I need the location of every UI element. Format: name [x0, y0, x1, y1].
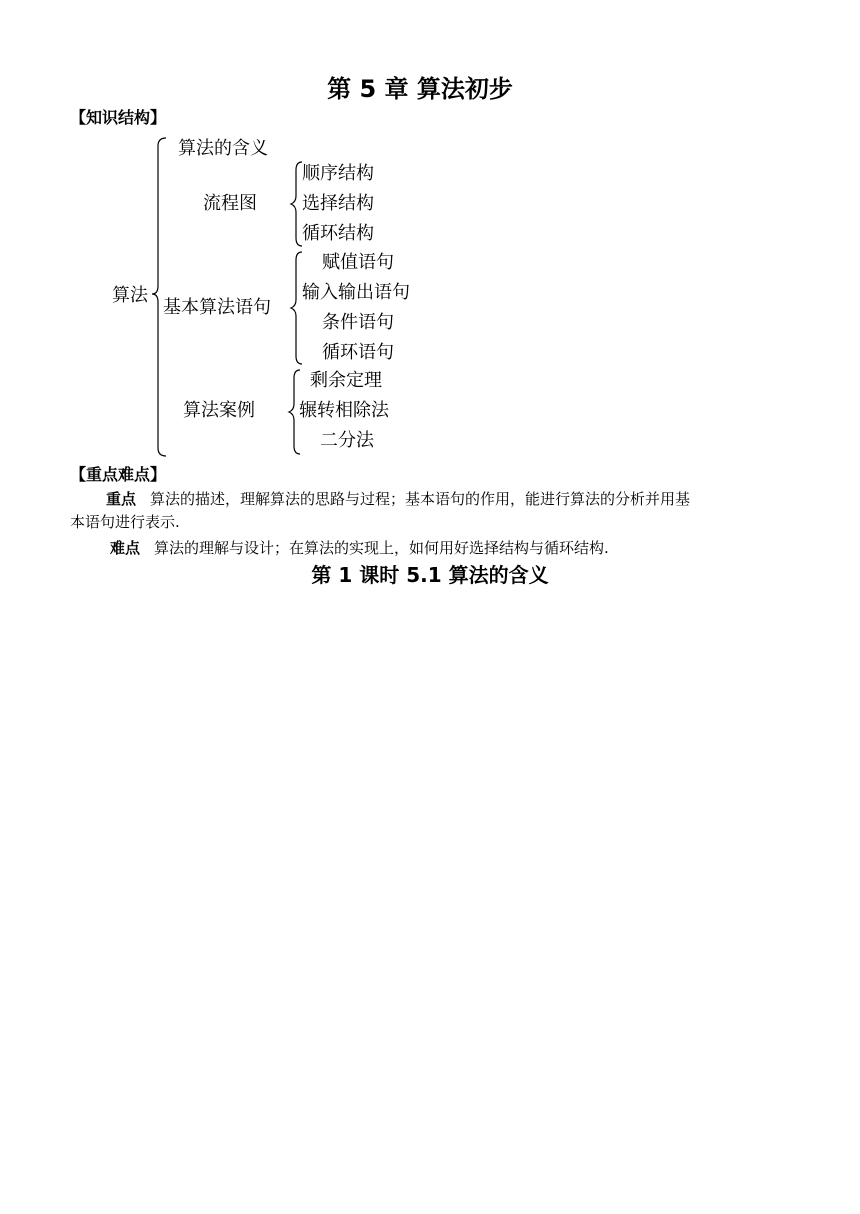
difficulty-label: 难点: [110, 539, 141, 557]
structure-braces: [0, 0, 860, 480]
node-remainder-theorem: 剩余定理: [310, 370, 382, 391]
key-text: 算法的描述，理解算法的思路与过程；基本语句的作用，能进行算法的分析并用基: [150, 490, 691, 508]
node-conditional-statement: 条件语句: [322, 312, 394, 333]
node-sequence-structure: 顺序结构: [302, 163, 374, 184]
statements-brace: [291, 252, 302, 364]
key-point-line-1: [106, 488, 690, 510]
node-bisection-method: 二分法: [320, 430, 374, 451]
node-euclidean-algorithm: 辗转相除法: [299, 400, 389, 421]
knowledge-structure-heading: 【知识结构】: [70, 108, 167, 127]
node-algorithm-meaning: 算法的含义: [178, 138, 268, 159]
node-io-statement: 输入输出语句: [302, 282, 410, 303]
node-flowchart: 流程图: [203, 193, 257, 214]
key-label: 重点: [106, 490, 137, 508]
node-loop-structure: 循环结构: [302, 223, 374, 244]
node-loop-statement: 循环语句: [322, 342, 394, 363]
node-selection-structure: 选择结构: [302, 193, 374, 214]
node-algorithm-cases: 算法案例: [183, 400, 255, 421]
lesson-title: 第 1 课时 5.1 算法的含义: [311, 563, 549, 587]
node-basic-statements: 基本算法语句: [163, 297, 271, 318]
key-point-line-2: 本语句进行表示.: [70, 513, 180, 531]
difficulty-text: 算法的理解与设计；在算法的实现上，如何用好选择结构与循环结构.: [154, 539, 609, 557]
difficulty-line: [110, 537, 609, 559]
node-assignment-statement: 赋值语句: [322, 252, 394, 273]
chapter-title: 第 5 章 算法初步: [327, 75, 513, 103]
root-node-algorithm: 算法: [112, 285, 148, 306]
key-points-heading: 【重点难点】: [70, 465, 167, 484]
flowchart-brace: [291, 162, 302, 246]
